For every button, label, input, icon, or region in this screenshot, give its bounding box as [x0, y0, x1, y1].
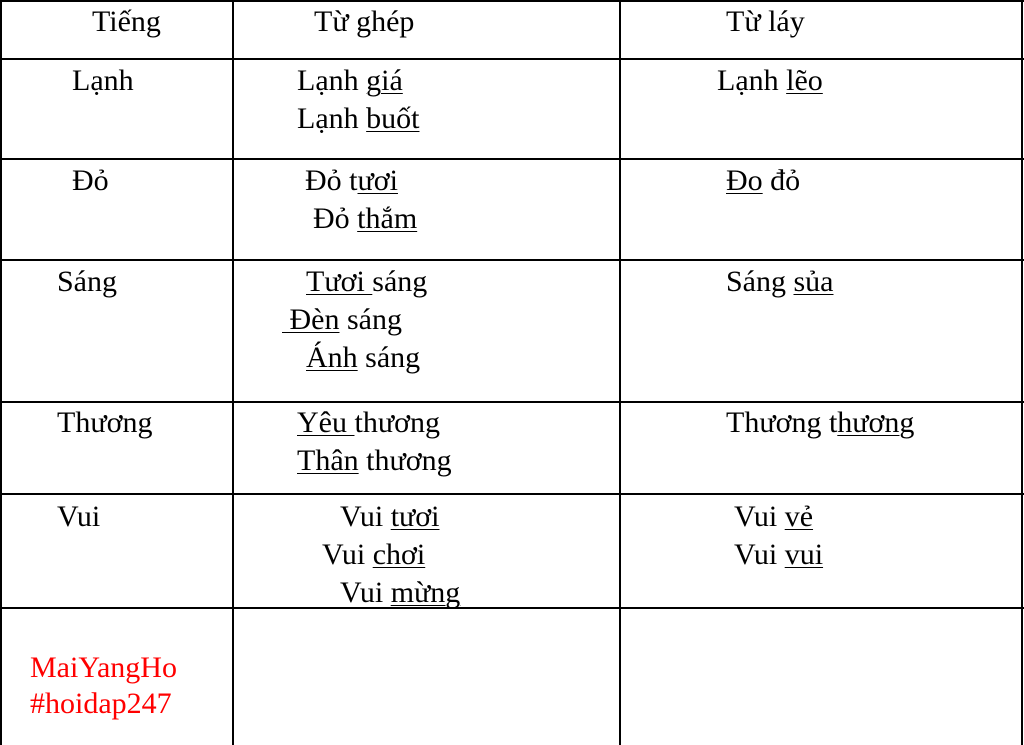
- text-segment: Vui: [340, 500, 391, 533]
- word-line: [306, 263, 427, 301]
- word-line: [297, 100, 419, 138]
- underlined-segment: Ánh: [306, 341, 358, 374]
- word-line: [340, 498, 460, 536]
- underlined-segment: sủa: [793, 265, 834, 298]
- underlined-segment: Đèn: [282, 303, 340, 336]
- table-border-right: [1021, 0, 1023, 745]
- row-1-tieng: Lạnh: [72, 64, 134, 97]
- text-segment: Vui: [322, 538, 373, 571]
- underlined-segment: chơi: [372, 538, 426, 571]
- word-line: [297, 442, 452, 480]
- word-line: [340, 574, 460, 612]
- table-border-top: [0, 0, 1024, 2]
- text-segment: thương: [358, 444, 452, 477]
- row-5-tu-lay: [734, 498, 823, 574]
- row-divider-2: [0, 259, 1024, 261]
- row-1-tu-lay: [717, 62, 823, 100]
- word-line: [734, 536, 823, 574]
- row-divider-1: [0, 158, 1024, 160]
- watermark-line-2: #hoidap247: [30, 687, 172, 720]
- row-2-tu-ghep: [305, 162, 417, 238]
- underlined-segment: lẽo: [786, 64, 823, 97]
- row-4-tu-ghep: [297, 404, 452, 480]
- row-4-tu-lay: [726, 404, 914, 442]
- text-segment: Lạnh: [717, 64, 787, 97]
- text-segment: Vui: [734, 500, 785, 533]
- underlined-segment: tươi: [390, 500, 440, 533]
- underlined-segment: giá: [366, 64, 403, 97]
- row-3-tu-lay: [726, 263, 834, 301]
- text-segment: Đỏ t: [305, 164, 358, 197]
- underlined-segment: Yêu: [297, 406, 355, 439]
- row-divider-5: [0, 607, 1024, 609]
- word-line: [313, 200, 417, 238]
- underlined-segment: vui: [784, 538, 824, 571]
- header-tieng: Tiếng: [92, 5, 161, 38]
- word-line: [305, 162, 417, 200]
- row-3-tu-ghep: [282, 263, 427, 377]
- underlined-segment: vẻ: [784, 500, 814, 533]
- word-line: [734, 498, 823, 536]
- word-line: [297, 62, 419, 100]
- watermark: [30, 650, 177, 722]
- underlined-segment: Đo: [726, 164, 763, 197]
- row-1-tu-ghep: [297, 62, 419, 138]
- underlined-segment: Tươi: [306, 265, 373, 298]
- row-3-tieng: Sáng: [57, 265, 117, 298]
- header-tu-ghep: Từ ghép: [314, 5, 415, 38]
- row-2-tu-lay: [726, 162, 800, 200]
- underlined-segment: Thân: [297, 444, 359, 477]
- underlined-segment: mừng: [390, 576, 461, 609]
- text-segment: sáng: [339, 303, 402, 336]
- row-divider-3: [0, 401, 1024, 403]
- underlined-segment: ươi: [357, 164, 398, 197]
- text-segment: Lạnh: [297, 64, 367, 97]
- text-segment: Vui: [734, 538, 785, 571]
- row-divider-4: [0, 493, 1024, 495]
- text-segment: sáng: [372, 265, 428, 298]
- text-segment: đỏ: [762, 164, 801, 197]
- column-divider-2: [619, 0, 621, 745]
- word-line: [726, 404, 914, 442]
- word-line: [717, 62, 823, 100]
- text-segment: sáng: [357, 341, 421, 374]
- text-segment: thương: [354, 406, 440, 439]
- row-divider-header: [0, 58, 1024, 60]
- row-5-tieng: Vui: [57, 500, 101, 533]
- underlined-segment: hương: [837, 406, 915, 439]
- watermark-line-1: MaiYangHo: [30, 651, 177, 684]
- table-border-left: [0, 0, 2, 745]
- text-segment: Thương t: [726, 406, 838, 439]
- underlined-segment: thắm: [357, 202, 418, 235]
- word-line: [726, 162, 800, 200]
- word-line: [282, 301, 427, 339]
- text-segment: Sáng: [726, 265, 794, 298]
- word-line: [297, 404, 452, 442]
- column-divider-1: [232, 0, 234, 745]
- row-2-tieng: Đỏ: [72, 164, 109, 197]
- text-segment: Đỏ: [313, 202, 358, 235]
- word-line: [322, 536, 460, 574]
- text-segment: Lạnh: [297, 102, 367, 135]
- row-4-tieng: Thương: [57, 406, 153, 439]
- header-tu-lay: Từ láy: [726, 5, 805, 38]
- text-segment: Vui: [340, 576, 391, 609]
- row-5-tu-ghep: [322, 498, 460, 612]
- word-line: [726, 263, 834, 301]
- word-line: [306, 339, 427, 377]
- underlined-segment: buốt: [366, 102, 420, 135]
